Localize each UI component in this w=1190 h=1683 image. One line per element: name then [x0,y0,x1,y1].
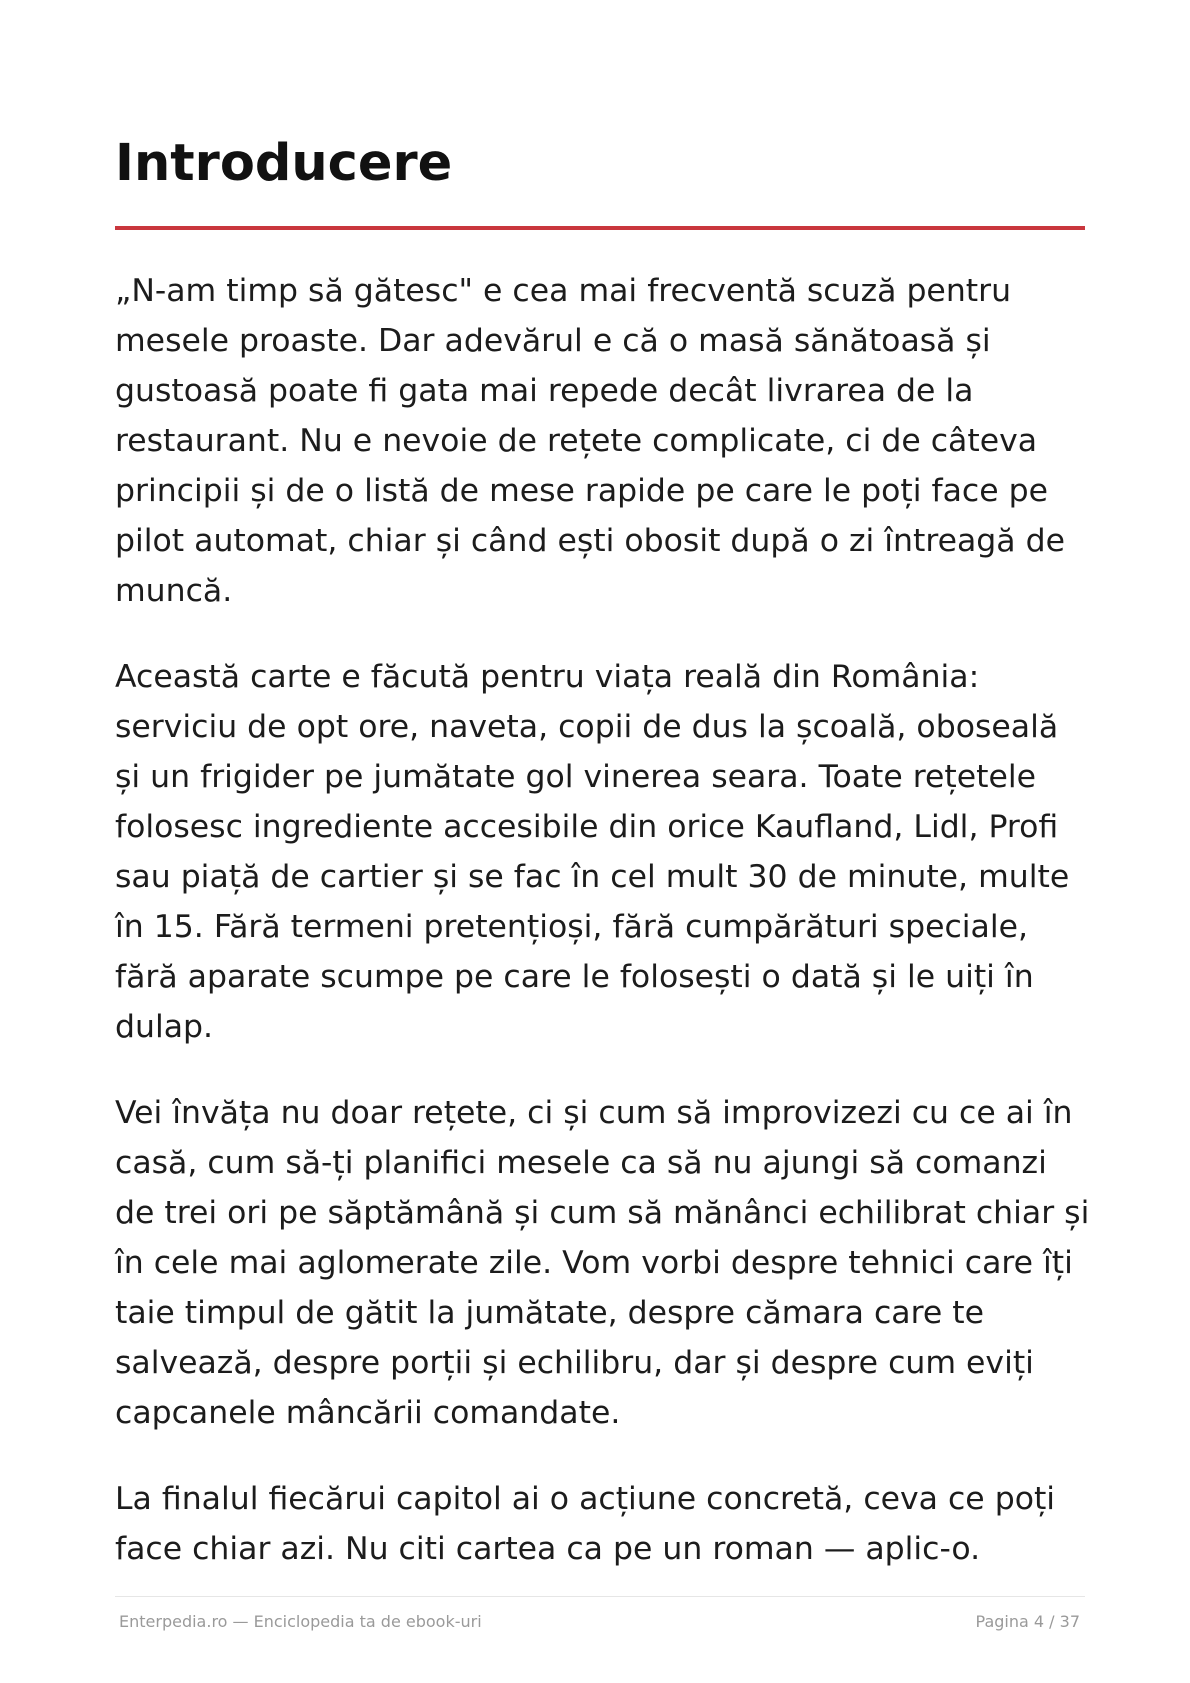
footer-site-label: Enterpedia.ro — Enciclopedia ta de ebook-uri [119,1612,482,1631]
paragraph: Vei învăța nu doar rețete, ci și cum să improvizezi cu ce ai în casă, cum să-ți planifici mesele ca să nu ajungi să comanzi de trei ori pe săptămână și cum să mănânci echilibrat chiar și în cele mai aglomerate zile. Vom vorbi despre tehnici care îți taie timpul de gătit la jumătate, despre cămara care te salvează, despre porții și echilibru, dar și despre cum eviți capcanele mâncării comandate. [115,1095,1090,1431]
paragraph: „N-am timp să gătesc" e cea mai frecventă scuză pentru mesele proaste. Dar adevărul e că o masă sănătoasă și gustoasă poate fi gata mai repede decât livrarea de la restaurant. Nu e nevoie de rețete complicate, ci de câteva principii și de o listă de mese rapide pe care le poți face pe pilot automat, chiar și când ești obosit după o zi întreagă de muncă. [115,273,1065,609]
title-divider [115,226,1085,230]
paragraph: La finalul fiecărui capitol ai o acțiune concretă, ceva ce poți face chiar azi. Nu citi cartea ca pe un roman — aplic-o. [115,1481,1056,1567]
chapter-body [115,266,1090,1610]
paragraph: Această carte e făcută pentru viața reală din România: serviciu de opt ore, naveta, copii de dus la școală, oboseală și un frigider pe jumătate gol vinerea seara. Toate rețetele folosesc ingrediente accesibile din orice Kaufland, Lidl, Profi sau piață de cartier și se fac în cel mult 30 de minute, multe în 15. Fără termeni pretențioși, fără cumpărături speciale, fără aparate scumpe pe care le folosești o dată și le uiți în dulap. [115,659,1070,1045]
footer-divider [115,1596,1085,1597]
chapter-title: Introducere [115,134,453,193]
page-number: Pagina 4 / 37 [975,1612,1080,1631]
document-page [115,0,1090,1683]
